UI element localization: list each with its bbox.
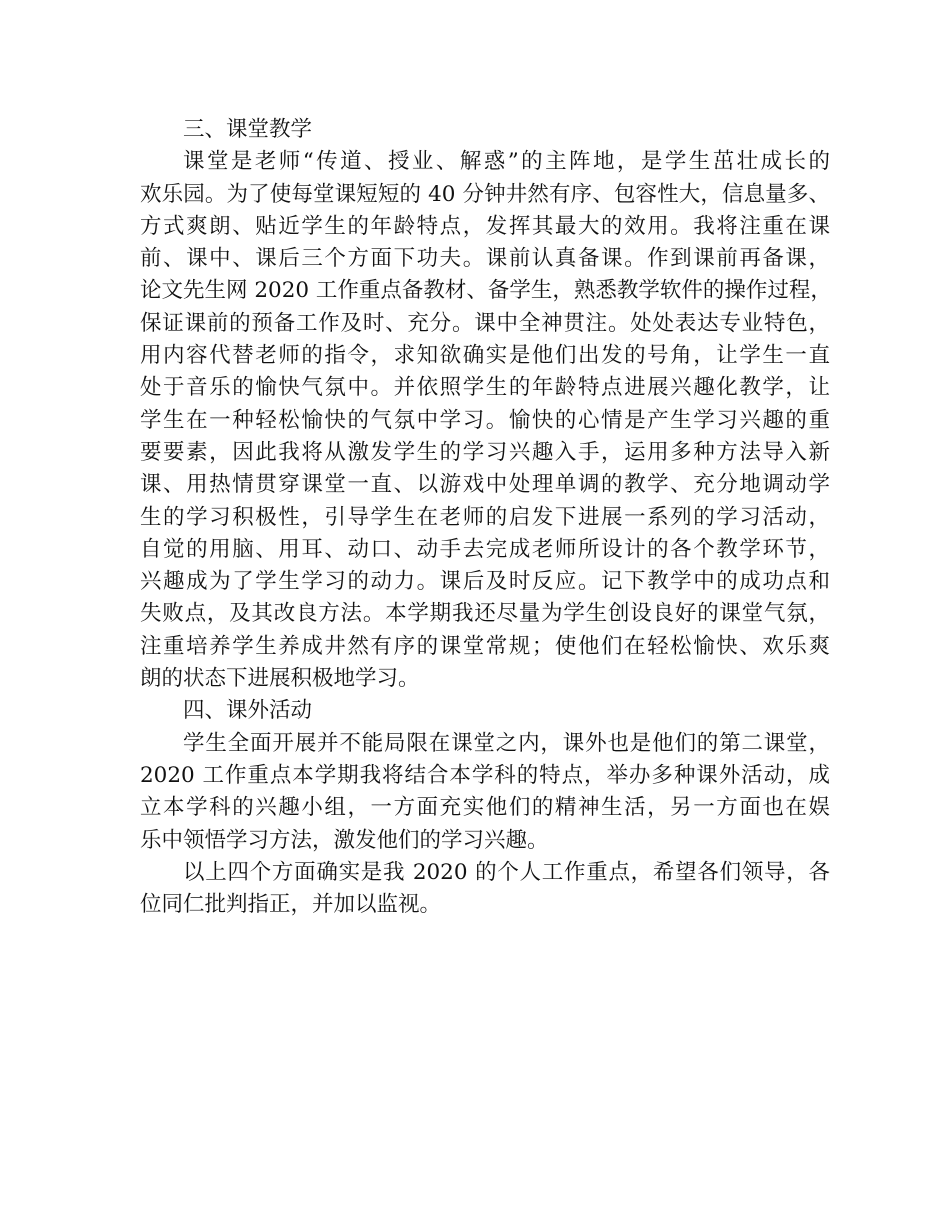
document-body: [140, 114, 830, 921]
text-line: 方式爽朗、贴近学生的年龄特点，发挥其最大的效用。我将注重在课: [140, 213, 830, 239]
text-line: 四、课外活动: [183, 698, 313, 724]
text-line: 课、用热情贯穿课堂一直、以游戏中处理单调的教学、充分地调动学: [140, 472, 830, 498]
text-line: 2020 工作重点本学期我将结合本学科的特点，举办多种课外活动，成: [140, 762, 830, 788]
text-line: 朗的状态下进展积极地学习。: [140, 666, 420, 692]
text-line: 处于音乐的愉快气氛中。并依照学生的年龄特点进展兴趣化教学，让: [140, 375, 830, 401]
text-line: 注重培养学生养成井然有序的课堂常规；使他们在轻松愉快、欢乐爽: [140, 633, 830, 659]
text-line: 自觉的用脑、用耳、动口、动手去完成老师所设计的各个教学环节，: [140, 536, 830, 562]
text-line: 欢乐园。为了使每堂课短短的 40 分钟井然有序、包容性大，信息量多、: [140, 181, 830, 207]
text-line: 失败点，及其改良方法。本学期我还尽量为学生创设良好的课堂气氛，: [140, 601, 830, 627]
text-line: 课堂是老师“传道、授业、解惑”的主阵地，是学生茁壮成长的: [183, 149, 830, 175]
text-line: 兴趣成为了学生学习的动力。课后及时反应。记下教学中的成功点和: [140, 569, 830, 595]
text-line: 要要素，因此我将从激发学生的学习兴趣入手，运用多种方法导入新: [140, 439, 830, 465]
text-line: 用内容代替老师的指令，求知欲确实是他们出发的号角，让学生一直: [140, 343, 830, 369]
text-line: 论文先生网 2020 工作重点备教材、备学生，熟悉教学软件的操作过程，: [140, 278, 832, 304]
text-line: 学生在一种轻松愉快的气氛中学习。愉快的心情是产生学习兴趣的重: [140, 407, 830, 433]
text-line: 乐中领悟学习方法，激发他们的学习兴趣。: [140, 827, 549, 853]
text-line: 立本学科的兴趣小组，一方面充实他们的精神生活，另一方面也在娱: [140, 795, 830, 821]
text-line: 生的学习积极性，引导学生在老师的启发下进展一系列的学习活动，: [140, 504, 830, 530]
text-line: 前、课中、课后三个方面下功夫。课前认真备课。作到课前再备课，: [140, 246, 830, 272]
text-line: 以上四个方面确实是我 2020 的个人工作重点，希望各们领导，各: [183, 859, 830, 885]
text-line: 学生全面开展并不能局限在课堂之内，课外也是他们的第二课堂，: [183, 730, 830, 756]
text-line: 三、课堂教学: [183, 117, 313, 142]
text-line: 保证课前的预备工作及时、充分。课中全神贯注。处处表达专业特色，: [140, 310, 830, 336]
text-line: 位同仁批判指正，并加以监视。: [140, 892, 442, 918]
